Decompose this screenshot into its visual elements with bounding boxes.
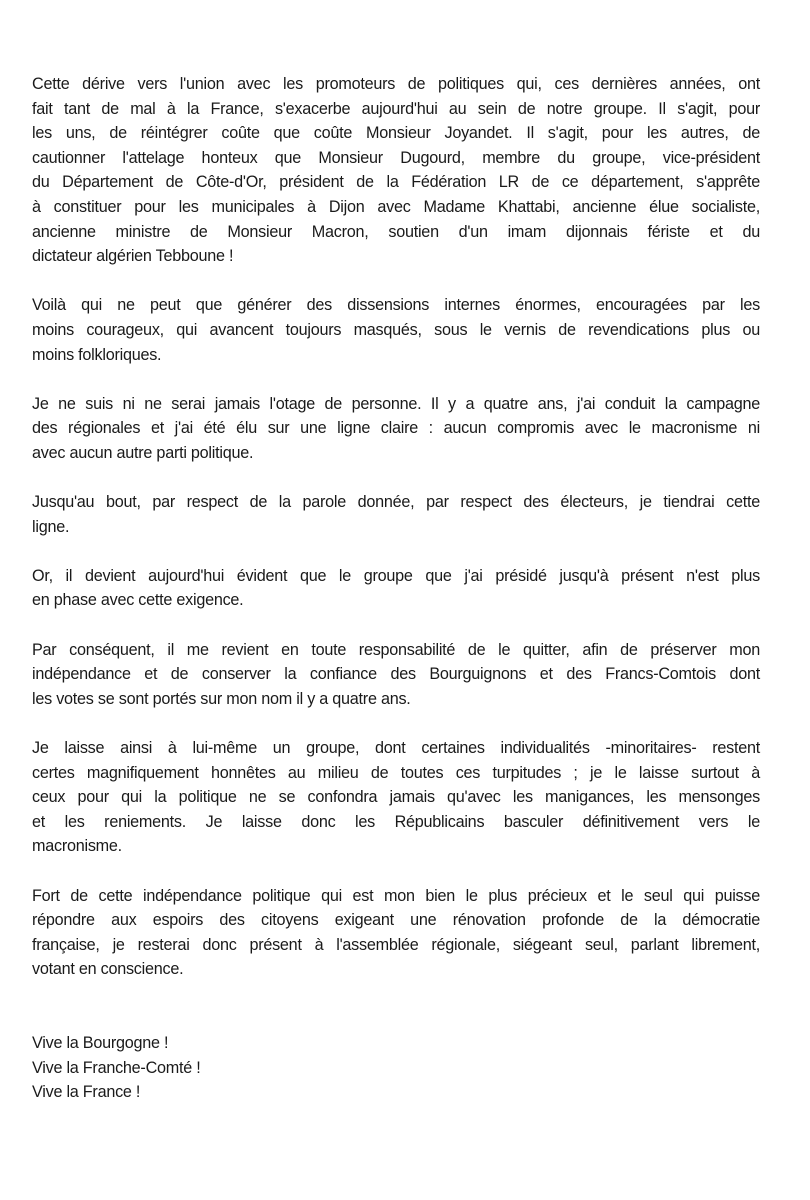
text-line: Voilà qui ne peut que générer des dissensions internes énormes, encouragées par les xyxy=(32,296,760,315)
closing-line: Vive la France ! xyxy=(32,1083,141,1102)
paragraph xyxy=(32,736,760,859)
text-line: avec aucun autre parti politique. xyxy=(32,443,254,462)
paragraph xyxy=(32,490,760,539)
paragraph xyxy=(32,884,760,982)
text-line: moins folkloriques. xyxy=(32,345,162,364)
text-line: Jusqu'au bout, par respect de la parole donnée, par respect des électeurs, je tiendrai cette xyxy=(32,493,760,512)
closing-line: Vive la Bourgogne ! xyxy=(32,1033,169,1052)
text-line: et les reniements. Je laisse donc les Républicains basculer définitivement vers le xyxy=(32,812,760,831)
text-line: française, je resterai donc présent à l'assemblée régionale, siégeant seul, parlant librement, xyxy=(32,935,760,954)
text-line: à constituer pour les municipales à Dijon avec Madame Khattabi, ancienne élue socialiste, xyxy=(32,197,760,216)
closing-salutations xyxy=(32,1031,760,1105)
text-line: ceux pour qui la politique ne se confondra jamais qu'avec les manigances, les mensonges xyxy=(32,788,760,807)
text-line: du Département de Côte-d'Or, président de la Fédération LR de ce département, s'apprête xyxy=(32,173,760,192)
text-line: les votes se sont portés sur mon nom il y a quatre ans. xyxy=(32,689,411,708)
text-line: moins courageux, qui avancent toujours masqués, sous le vernis de revendications plus ou xyxy=(32,320,760,339)
paragraph xyxy=(32,638,760,712)
text-line: ancienne ministre de Monsieur Macron, soutien d'un imam dijonnais fériste et du xyxy=(32,222,760,241)
text-line: répondre aux espoirs des citoyens exigeant une rénovation profonde de la démocratie xyxy=(32,911,760,930)
text-line: ligne. xyxy=(32,517,70,536)
paragraph xyxy=(32,72,760,269)
text-line: cautionner l'attelage honteux que Monsieur Dugourd, membre du groupe, vice-président xyxy=(32,148,760,167)
paragraph xyxy=(32,564,760,613)
text-line: les uns, de réintégrer coûte que coûte Monsieur Joyandet. Il s'agit, pour les autres, de xyxy=(32,124,760,143)
text-line: Fort de cette indépendance politique qui est mon bien le plus précieux et le seul qui puisse xyxy=(32,886,760,905)
text-line: Je laisse ainsi à lui-même un groupe, dont certaines individualités -minoritaires- restent xyxy=(32,739,760,758)
text-line: Or, il devient aujourd'hui évident que le groupe que j'ai présidé jusqu'à présent n'est plus xyxy=(32,566,760,585)
text-line: certes magnifiquement honnêtes au milieu de toutes ces turpitudes ; je le laisse surtout à xyxy=(32,763,760,782)
text-line: Je ne suis ni ne serai jamais l'otage de personne. Il y a quatre ans, j'ai conduit la campagne xyxy=(32,394,760,413)
text-line: des régionales et j'ai été élu sur une ligne claire : aucun compromis avec le macronisme ni xyxy=(32,419,760,438)
closing-line: Vive la Franche-Comté ! xyxy=(32,1058,201,1077)
text-line: votant en conscience. xyxy=(32,960,184,979)
text-line: macronisme. xyxy=(32,837,122,856)
text-line: en phase avec cette exigence. xyxy=(32,591,244,610)
paragraph xyxy=(32,293,760,367)
paragraphs xyxy=(32,72,760,982)
letter-body xyxy=(32,72,760,1105)
paragraph xyxy=(32,392,760,466)
text-line: fait tant de mal à la France, s'exacerbe aujourd'hui au sein de notre groupe. Il s'agit, pour xyxy=(32,99,760,118)
text-line: Par conséquent, il me revient en toute responsabilité de le quitter, afin de préserver mon xyxy=(32,640,760,659)
text-line: dictateur algérien Tebboune ! xyxy=(32,247,234,266)
text-line: Cette dérive vers l'union avec les promoteurs de politiques qui, ces dernières années, ont xyxy=(32,75,760,93)
text-line: indépendance et de conserver la confiance des Bourguignons et des Francs-Comtois dont xyxy=(32,665,760,684)
